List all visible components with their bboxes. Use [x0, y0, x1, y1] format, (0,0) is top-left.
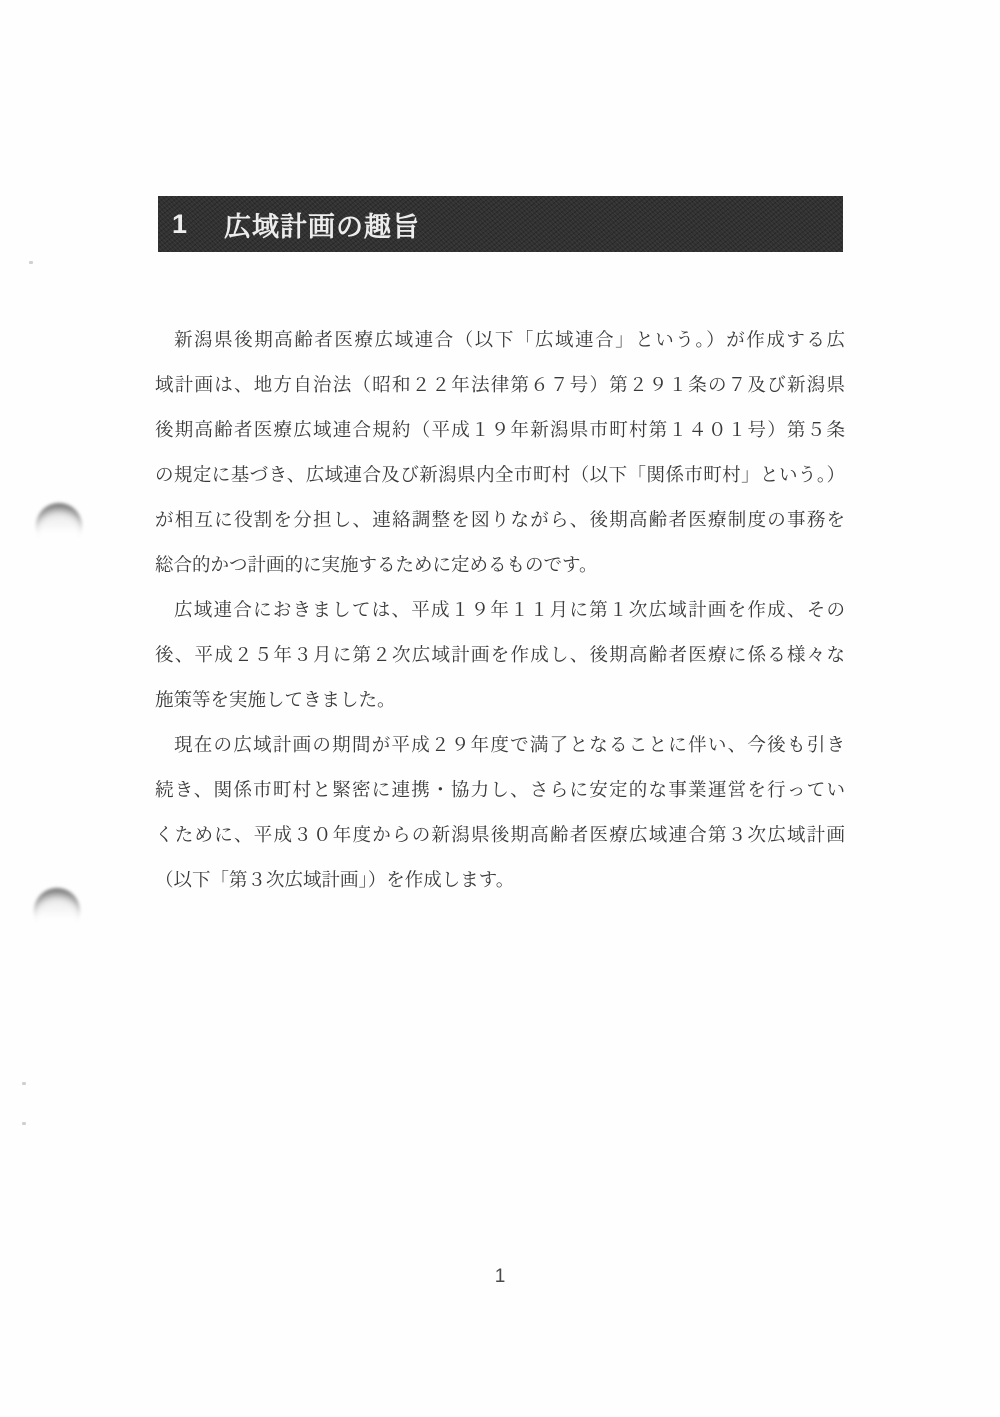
paragraph-2-line-3: 施策等を実施してきました。 [155, 689, 396, 710]
section-title: 広域計画の趣旨 [224, 211, 420, 242]
paragraph-3-line-4: （以下「第３次広域計画」）を作成します。 [155, 869, 515, 890]
paragraph-3-line-1: 現在の広域計画の期間が平成２９年度で満了となることに伴い、今後も引き [174, 734, 845, 755]
page-number: 1 [494, 1266, 506, 1287]
hole-punch-mark-bottom [34, 888, 80, 934]
scan-speck [22, 1122, 26, 1125]
section-header-bar [158, 196, 843, 252]
document-body [155, 317, 845, 902]
paragraph-1-line-3: 後期高齢者医療広域連合規約（平成１９年新潟県市町村第１４０１号）第５条 [155, 419, 845, 440]
paragraph-2-line-1: 広域連合におきましては、平成１９年１１月に第１次広域計画を作成、その [174, 599, 845, 620]
hole-punch-mark-top [36, 503, 82, 549]
paragraph-3-line-2: 続き、関係市町村と緊密に連携・協力し、さらに安定的な事業運営を行ってい [155, 779, 845, 800]
scan-speck [29, 261, 33, 264]
paragraph-1-line-1: 新潟県後期高齢者医療広域連合（以下「広域連合」という。）が作成する広 [174, 329, 845, 350]
section-number: 1 [172, 208, 189, 239]
paragraph-2-line-2: 後、平成２５年３月に第２次広域計画を作成し、後期高齢者医療に係る様々な [155, 644, 845, 665]
paragraph-1-line-2: 域計画は、地方自治法（昭和２２年法律第６７号）第２９１条の７及び新潟県 [155, 374, 845, 395]
paragraph-1-line-4: の規定に基づき、広域連合及び新潟県内全市町村（以下「関係市町村」という。） [155, 464, 845, 485]
paragraph-1-line-6: 総合的かつ計画的に実施するために定めるものです。 [155, 554, 598, 575]
paragraph-1-line-5: が相互に役割を分担し、連絡調整を図りながら、後期高齢者医療制度の事務を [155, 509, 845, 530]
scan-speck [22, 1082, 26, 1085]
paragraph-3-line-3: くために、平成３０年度からの新潟県後期高齢者医療広域連合第３次広域計画 [155, 824, 845, 845]
